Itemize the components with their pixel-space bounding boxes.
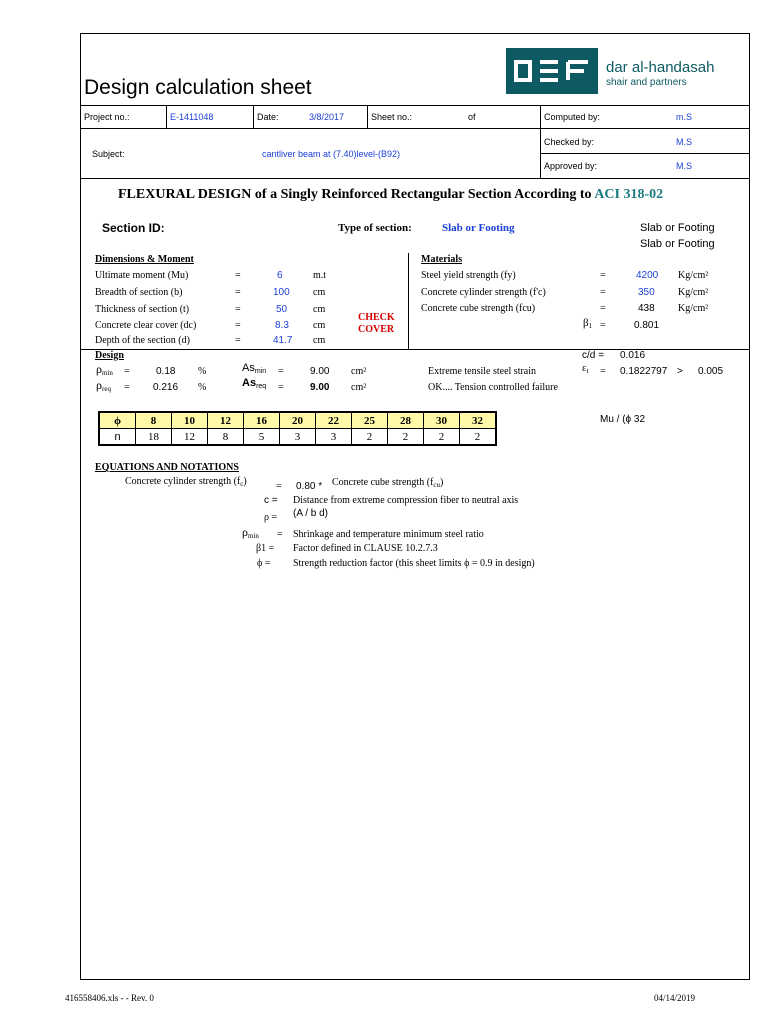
rho-req-value: 0.216 <box>153 382 179 393</box>
as-min-eq: = <box>278 366 284 377</box>
bar-diameter: 20 <box>280 412 316 429</box>
eq-symbol: $\rho_{min}$ <box>242 525 259 540</box>
mu-text: Mu / (ϕ 32 <box>600 414 646 425</box>
as-req-unit: cm² <box>351 382 367 393</box>
rho-min-unit: % <box>198 366 207 377</box>
computed-label: Computed by: <box>544 112 601 122</box>
check-cover-line1: CHECK <box>358 312 395 323</box>
section-id-label: Section ID: <box>102 221 165 235</box>
dim-label: Concrete clear cover (dc) <box>95 320 197 331</box>
eps-value: 0.1822797 <box>620 366 668 377</box>
eq-text: Factor defined in CLAUSE 10.2.7.3 <box>293 543 438 554</box>
approved-value: M.S <box>676 161 693 171</box>
eps-gt: > <box>677 366 683 377</box>
fc-eq: = <box>276 481 282 492</box>
date-label: Date: <box>257 112 279 122</box>
main-heading: FLEXURAL DESIGN of a Singly Reinforced Rectangular Section According to ACI 318-02 <box>118 187 664 202</box>
eq-text: Shrinkage and temperature minimum steel ratio <box>293 529 484 540</box>
bar-count: 12 <box>172 429 208 446</box>
bar-count: 2 <box>460 429 497 446</box>
dim-eq: = <box>235 320 241 331</box>
beta-eq: = <box>600 320 606 331</box>
eq-symbol: β1 = <box>256 543 275 554</box>
dim-eq: = <box>235 304 241 315</box>
dim-eq: = <box>235 287 241 298</box>
page-title: Design calculation sheet <box>84 76 312 99</box>
rho-min-eq: = <box>124 366 130 377</box>
bars-diameter-row <box>99 412 496 429</box>
as-req-value: 9.00 <box>310 382 330 393</box>
page-frame <box>80 33 750 980</box>
mat-unit: Kg/cm² <box>678 270 709 281</box>
rho-min-value: 0.18 <box>156 366 176 377</box>
bar-count: 2 <box>388 429 424 446</box>
dim-label: Thickness of section (t) <box>95 304 190 315</box>
eq-symbol: ρ = <box>264 512 278 523</box>
dim-eq: = <box>235 335 241 346</box>
bar-count: 2 <box>424 429 460 446</box>
as-min-value: 9.00 <box>310 366 330 377</box>
dim-value-dc[interactable]: 8.3 <box>275 320 289 331</box>
logo-icon <box>506 48 598 94</box>
checked-label: Checked by: <box>544 137 595 147</box>
mat-eq: = <box>600 270 606 281</box>
sheet-of: of <box>468 112 476 122</box>
footer-file: 416558406.xls - - Rev. 0 <box>65 993 154 1003</box>
dim-unit: cm <box>313 287 326 298</box>
rho-min-symbol: $\rho_{min}$ <box>96 362 113 377</box>
bar-count: 3 <box>316 429 352 446</box>
eq-text: Strength reduction factor (this sheet limits ϕ = 0.9 in design) <box>293 558 535 569</box>
ok-text: OK.... Tension controlled failure <box>428 382 558 393</box>
check-cover-line2: COVER <box>358 324 395 335</box>
subject-label: Subject: <box>92 149 125 159</box>
mat-value-fcu: 438 <box>638 303 655 314</box>
bar-count: 5 <box>244 429 280 446</box>
eq-text: (A / b d) <box>293 508 329 519</box>
as-req-eq: = <box>278 382 284 393</box>
eps-limit: 0.005 <box>698 366 724 377</box>
type-option-2: Slab or Footing <box>640 238 715 250</box>
bars-count-row <box>99 429 496 446</box>
bar-diameter: 22 <box>316 412 352 429</box>
eq-symbol: ϕ = <box>257 558 271 569</box>
beta-symbol: $\beta_1$ <box>583 317 593 330</box>
bar-diameter: 16 <box>244 412 280 429</box>
approved-label: Approved by: <box>544 161 598 171</box>
footer-date: 04/14/2019 <box>654 993 696 1003</box>
mat-label: Concrete cube strength (fcu) <box>421 303 536 314</box>
checked-value: M.S <box>676 137 693 147</box>
dim-value-d: 41.7 <box>273 335 293 346</box>
dim-unit: cm <box>313 335 326 346</box>
fc-rhs: Concrete cube strength $(f_{cu})$ <box>332 477 444 489</box>
dim-unit: m.t <box>313 270 327 281</box>
cd-label: c/d = <box>582 350 604 361</box>
mat-label: Steel yield strength (fy) <box>421 270 516 281</box>
cd-value: 0.016 <box>620 350 646 361</box>
bars-table <box>98 411 497 446</box>
dim-value-b[interactable]: 100 <box>273 287 290 298</box>
bar-diameter: 8 <box>136 412 172 429</box>
dim-label: Depth of the section (d) <box>95 335 190 346</box>
fc-factor: 0.80 * <box>296 481 323 492</box>
dim-value-mu[interactable]: 6 <box>277 270 283 281</box>
dim-unit: cm <box>313 304 326 315</box>
eps-symbol: $\varepsilon_t$ <box>582 362 589 375</box>
bar-diameter: 25 <box>352 412 388 429</box>
rho-req-eq: = <box>124 382 130 393</box>
bar-count: 8 <box>208 429 244 446</box>
strain-label: Extreme tensile steel strain <box>428 366 537 377</box>
bar-count: 3 <box>280 429 316 446</box>
mat-unit: Kg/cm² <box>678 287 709 298</box>
mat-eq: = <box>600 303 606 314</box>
bar-diameter: 10 <box>172 412 208 429</box>
mat-label: Concrete cylinder strength (f'c) <box>421 287 546 298</box>
phi-header: ϕ <box>99 412 136 429</box>
dim-value-t[interactable]: 50 <box>276 304 288 315</box>
sheet-label: Sheet no.: <box>371 112 413 122</box>
bar-count: 2 <box>352 429 388 446</box>
rho-req-symbol: $\rho_{req}$ <box>96 378 111 393</box>
fc-equation-label: Concrete cylinder strength $(f_c)$ <box>125 476 247 488</box>
eq-symbol: c = <box>264 495 278 506</box>
type-value[interactable]: Slab or Footing <box>442 222 515 234</box>
bar-diameter: 12 <box>208 412 244 429</box>
project-label: Project no.: <box>84 112 130 122</box>
dims-heading: Dimensions & Moment <box>95 254 194 265</box>
eq-text: Distance from extreme compression fiber to neutral axis <box>293 495 519 506</box>
bar-diameter: 30 <box>424 412 460 429</box>
mat-value-fc[interactable]: 350 <box>638 287 655 298</box>
logo-subtitle: shair and partners <box>606 77 687 88</box>
subject-value: cantliver beam at (7.40)level-(B92) <box>262 149 401 159</box>
as-min-unit: cm² <box>351 366 367 377</box>
mat-eq: = <box>600 287 606 298</box>
bar-diameter: 32 <box>460 412 497 429</box>
rho-req-unit: % <box>198 382 207 393</box>
design-heading: Design <box>95 350 124 361</box>
beta-value: 0.801 <box>634 320 660 331</box>
materials-heading: Materials <box>421 254 463 265</box>
dim-label: Ultimate moment (Mu) <box>95 270 189 281</box>
type-option-1: Slab or Footing <box>640 222 715 234</box>
n-header: n <box>99 429 136 446</box>
as-req-symbol: $As_{req}$ <box>242 377 267 390</box>
dim-label: Breadth of section (b) <box>95 287 183 298</box>
bar-count: 18 <box>136 429 172 446</box>
type-label: Type of section: <box>338 222 412 234</box>
mat-value-fy[interactable]: 4200 <box>636 270 659 281</box>
dim-eq: = <box>235 270 241 281</box>
mat-unit: Kg/cm² <box>678 303 709 314</box>
logo-name: dar al-handasah <box>606 59 715 76</box>
eq-eq: = <box>277 529 283 540</box>
project-value: E-1411048 <box>170 112 214 122</box>
bar-diameter: 28 <box>388 412 424 429</box>
eps-eq: = <box>600 366 606 377</box>
equations-heading: EQUATIONS AND NOTATIONS <box>95 462 239 473</box>
computed-value: m.S <box>676 112 693 122</box>
as-min-symbol: $As_{min}$ <box>242 362 267 375</box>
dim-unit: cm <box>313 320 326 331</box>
date-value: 3/8/2017 <box>309 112 345 122</box>
